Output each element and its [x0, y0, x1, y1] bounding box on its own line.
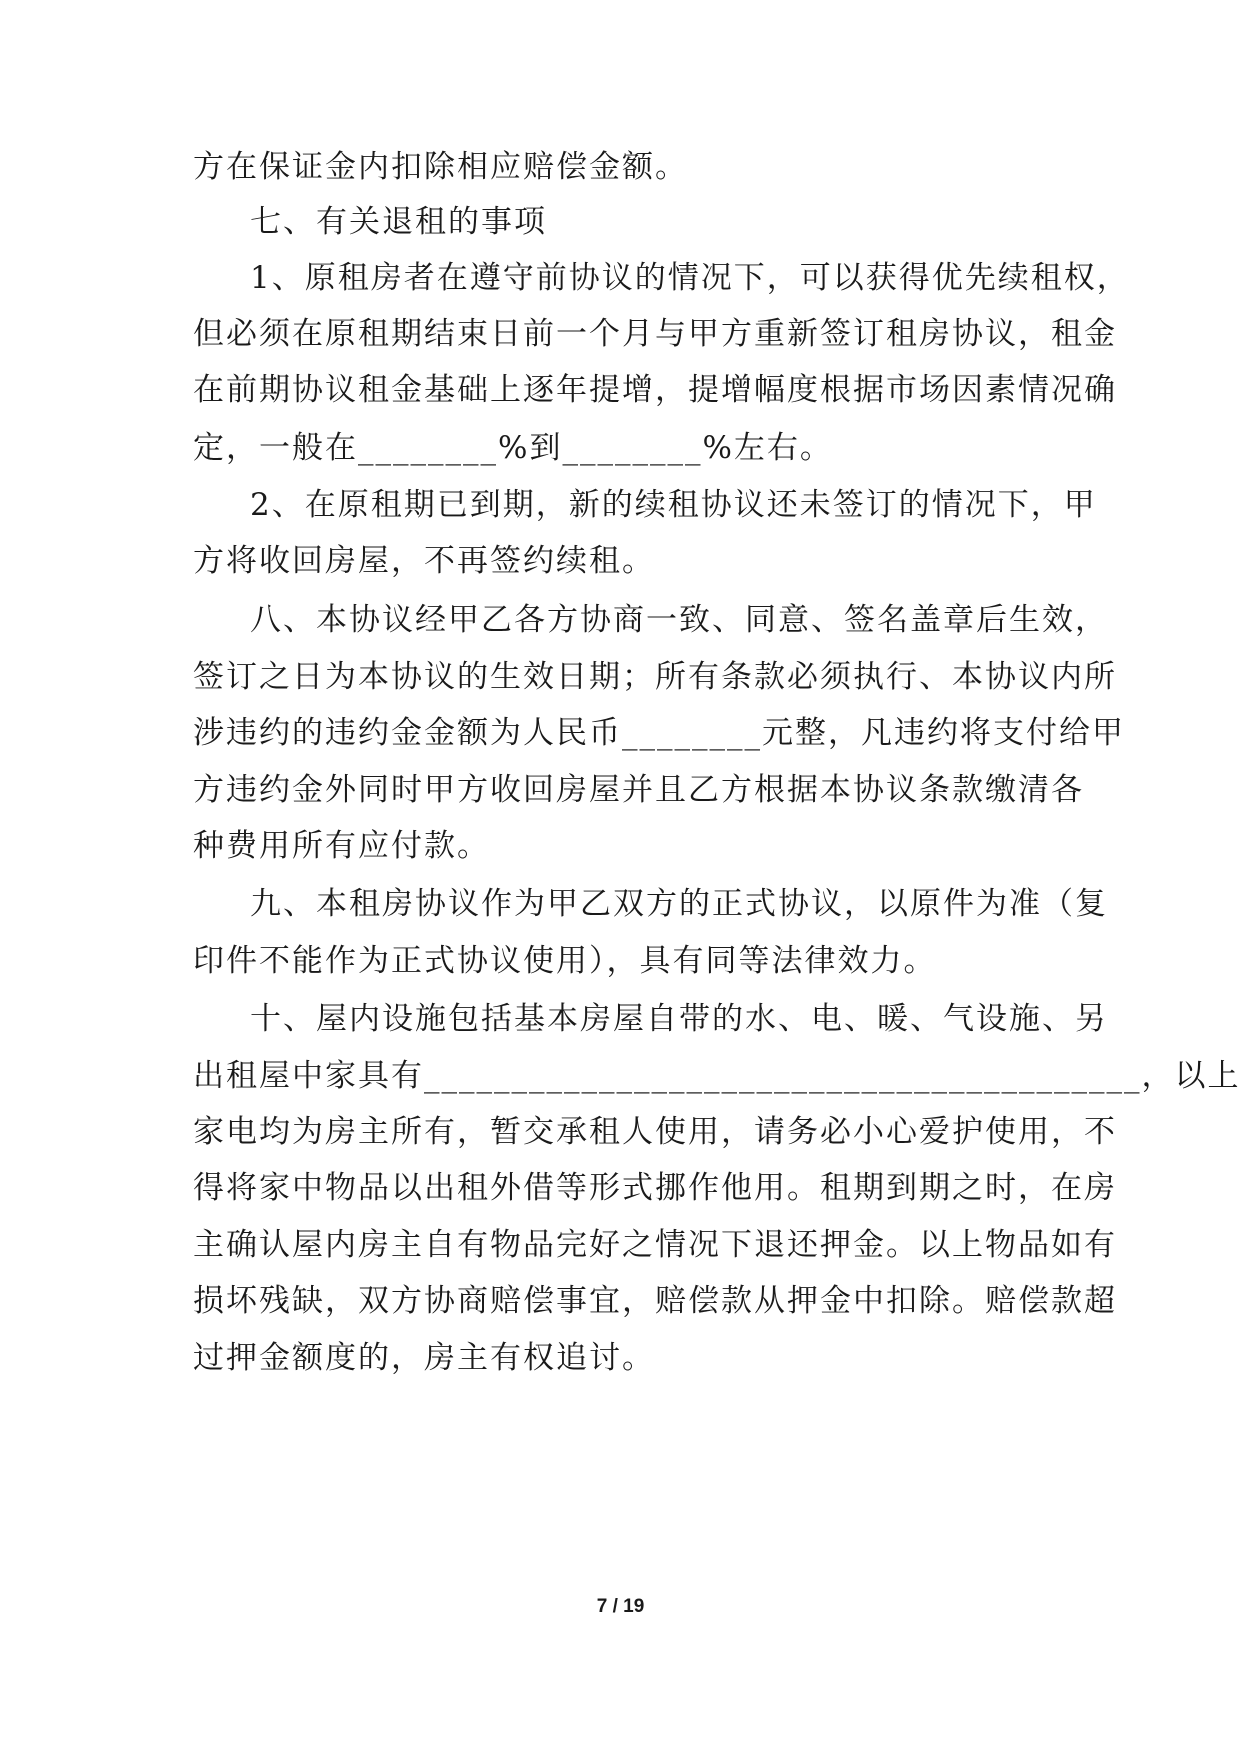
body-line: 2、在原租期已到期，新的续租协议还未签订的情况下，甲	[250, 487, 1097, 523]
body-line: 出租屋中家具有_________________________________________，以上	[193, 1058, 1241, 1094]
body-line: 主确认屋内房主自有物品完好之情况下退还押金。以上物品如有	[193, 1227, 1117, 1263]
body-line: 定，一般在________%到________%左右。	[193, 430, 833, 466]
body-line: 得将家中物品以出租外借等形式挪作他用。租期到期之时，在房	[193, 1170, 1117, 1206]
body-line: 八、本协议经甲乙各方协商一致、同意、签名盖章后生效，	[250, 602, 1108, 638]
section-heading: 七、有关退租的事项	[250, 204, 547, 240]
body-line: 损坏残缺，双方协商赔偿事宜，赔偿款从押金中扣除。赔偿款超	[193, 1283, 1117, 1319]
body-line: 1、原租房者在遵守前协议的情况下，可以获得优先续租权，	[250, 260, 1130, 296]
body-line: 种费用所有应付款。	[193, 828, 490, 864]
body-line: 但必须在原租期结束日前一个月与甲方重新签订租房协议，租金	[193, 316, 1117, 352]
body-line: 印件不能作为正式协议使用），具有同等法律效力。	[193, 943, 937, 979]
body-line: 方在保证金内扣除相应赔偿金额。	[193, 149, 688, 185]
body-line: 家电均为房主所有，暂交承租人使用，请务必小心爱护使用，不	[193, 1114, 1117, 1150]
body-line: 十、屋内设施包括基本房屋自带的水、电、暖、气设施、另	[250, 1001, 1108, 1037]
body-line: 在前期协议租金基础上逐年提增，提增幅度根据市场因素情况确	[193, 372, 1117, 408]
body-line: 涉违约的违约金金额为人民币________元整，凡违约将支付给甲	[193, 715, 1125, 751]
body-line: 过押金额度的，房主有权追讨。	[193, 1340, 655, 1376]
body-line: 九、本租房协议作为甲乙双方的正式协议，以原件为准（复	[250, 886, 1108, 922]
body-line: 签订之日为本协议的生效日期；所有条款必须执行、本协议内所	[193, 659, 1117, 695]
body-line: 方将收回房屋，不再签约续租。	[193, 543, 655, 579]
page-number: 7 / 19	[596, 1596, 645, 1617]
body-line: 方违约金外同时甲方收回房屋并且乙方根据本协议条款缴清各	[193, 772, 1084, 808]
